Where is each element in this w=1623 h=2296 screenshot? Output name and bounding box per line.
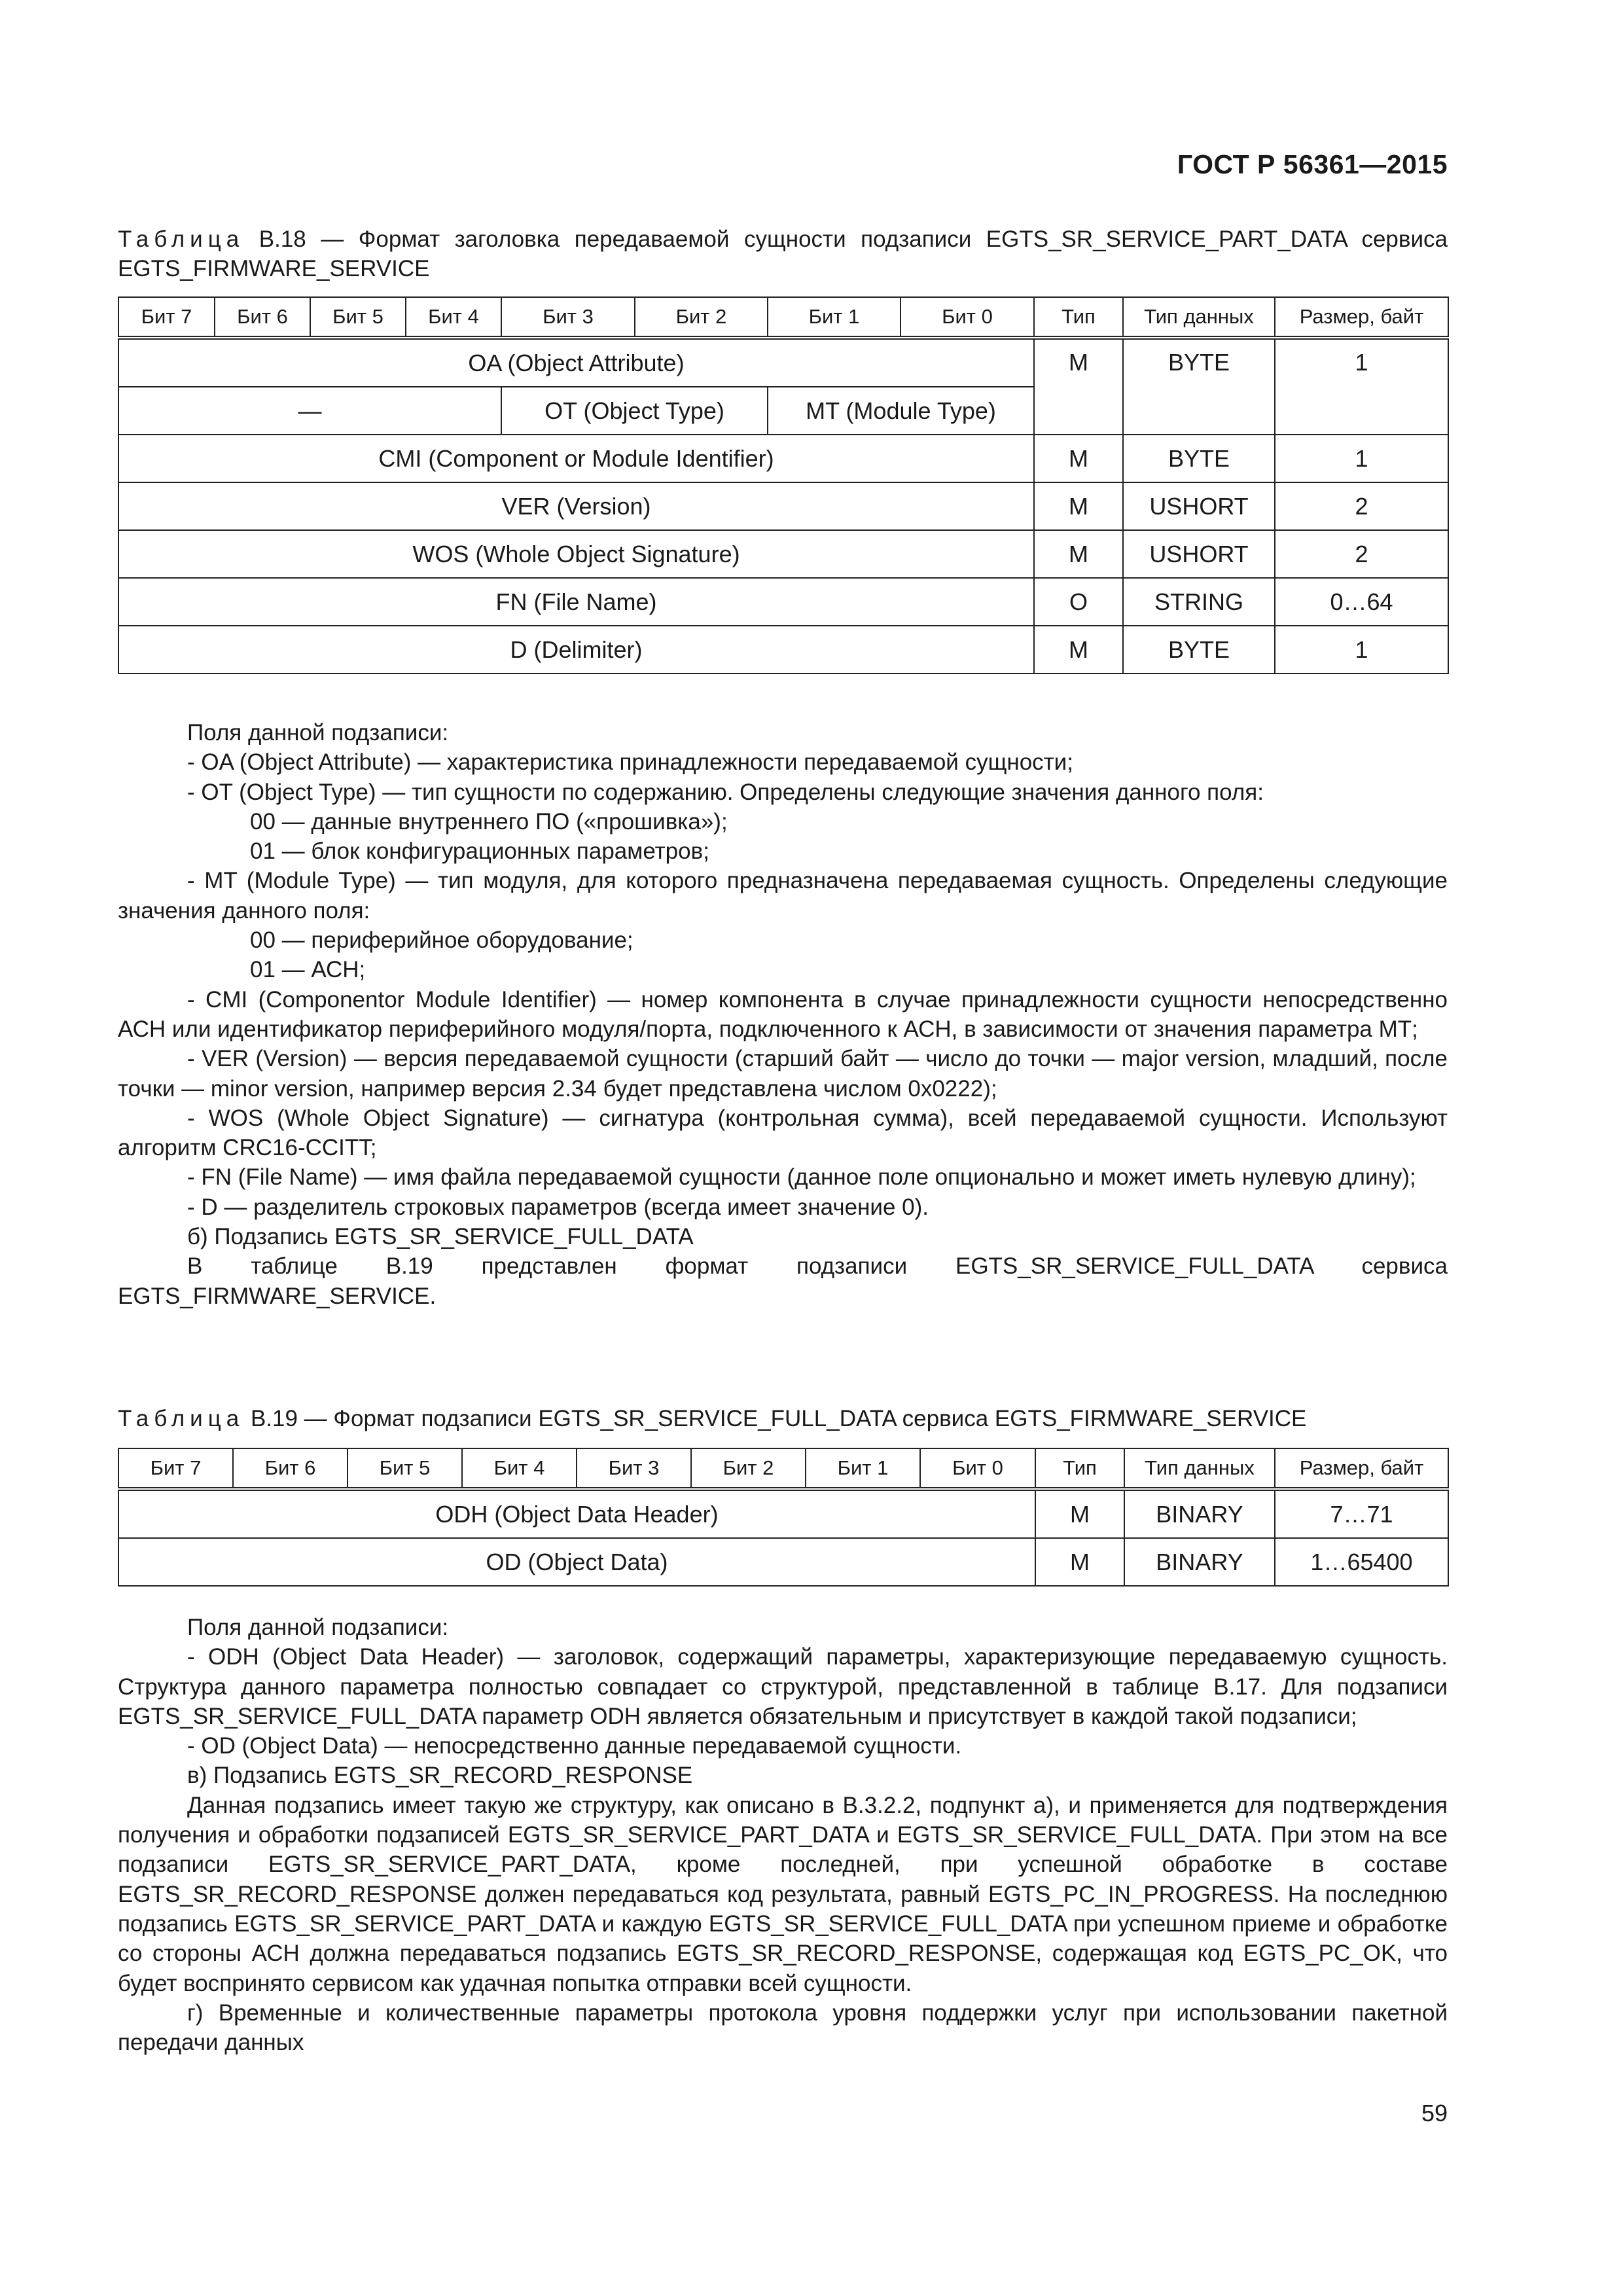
column-header: Бит 2 xyxy=(635,297,768,338)
column-header: Бит 2 xyxy=(691,1448,806,1489)
field-cell: VER (Version) xyxy=(118,482,1034,530)
subsection-heading: г) Временные и количественные параметры протокола уровня поддержки услуг при использовании пакетной передачи данных xyxy=(118,2000,1448,2056)
field-cell: OT (Object Type) xyxy=(501,387,768,435)
size-cell: 1 xyxy=(1275,435,1448,482)
column-header: Бит 6 xyxy=(233,1448,348,1489)
column-header: Тип данных xyxy=(1124,1448,1275,1489)
table-19-caption xyxy=(118,1404,1448,1433)
type-cell: O xyxy=(1034,578,1123,626)
data-type-cell: USHORT xyxy=(1123,530,1275,578)
table-caption-word: Таблица xyxy=(118,1406,245,1431)
table-caption-text: В.19 — Формат подзаписи EGTS_SR_SERVICE_FULL_DATA сервиса EGTS_FIRMWARE_SERVICE xyxy=(244,1406,1307,1431)
field-cell: ODH (Object Data Header) xyxy=(118,1489,1035,1538)
subsection-heading: б) Подзапись EGTS_SR_SERVICE_FULL_DATA xyxy=(187,1224,694,1250)
table-header-row xyxy=(118,1448,1448,1489)
data-type-cell: BYTE xyxy=(1123,435,1275,482)
paragraph: - D — разделитель строковых параметров (всегда имеет значение 0). xyxy=(187,1194,929,1220)
table-19 xyxy=(118,1448,1449,1587)
column-header: Бит 5 xyxy=(310,297,406,338)
paragraph: Данная подзапись имеет такую же структуру, как описано в В.3.2.2, подпункт а), и применяется для подтверждения получения и обработки подзаписей EGTS_SR_SERVICE_PART_DATA и EGTS_SR_SERVICE_FULL_DATA. При этом на все подзаписи EGTS_SR_SERVICE_PART_DATA, кроме последней, при успешной обработке в составе EGTS_SR_RECORD_RESPONSE должен передаваться код результата, равный EGTS_PC_IN_PROGRESS. На последнюю подзапись EGTS_SR_SERVICE_PART_DATA и каждую EGTS_SR_SERVICE_FULL_DATA при успешном приеме и обработке со стороны АСН должна передаваться подзапись EGTS_SR_RECORD_RESPONSE, содержащая код EGTS_PC_OK, что будет воспринято сервисом как удачная попытка отправки всей сущности. xyxy=(118,1792,1448,1996)
table-caption-word: Таблица xyxy=(118,226,245,252)
paragraph: Поля данной подзаписи: xyxy=(187,1615,449,1640)
table-row xyxy=(118,482,1448,530)
table-18-caption xyxy=(118,224,1448,283)
field-cell: MT (Module Type) xyxy=(768,387,1034,435)
data-type-cell: BYTE xyxy=(1123,626,1275,673)
column-header: Размер, байт xyxy=(1275,297,1448,338)
type-cell: M xyxy=(1035,1489,1124,1538)
column-header: Бит 7 xyxy=(118,297,215,338)
column-header: Бит 0 xyxy=(920,1448,1035,1489)
paragraph: 01 — АСН; xyxy=(250,957,366,983)
data-type-cell: USHORT xyxy=(1123,482,1275,530)
paragraph: - WOS (Whole Object Signature) — сигнатура (контрольная сумма), всей передаваемой сущности. Используют алгоритм CRC16-CCITT; xyxy=(118,1105,1448,1161)
column-header: Бит 7 xyxy=(118,1448,233,1489)
paragraph: - FN (File Name) — имя файла передаваемой сущности (данное поле опционально и может иметь нулевую длину); xyxy=(187,1164,1416,1191)
column-header: Бит 4 xyxy=(462,1448,577,1489)
type-cell: M xyxy=(1034,338,1123,435)
paragraph: - VER (Version) — версия передаваемой сущности (старший байт — число до точки — major version, младший, после точки — minor version, например версия 2.34 будет представлена числом 0x0222); xyxy=(118,1046,1448,1102)
paragraph: 01 — блок конфигурационных параметров; xyxy=(250,838,709,865)
table-18 xyxy=(118,296,1449,674)
column-header: Тип xyxy=(1034,297,1123,338)
table-row xyxy=(118,1489,1448,1538)
table-row xyxy=(118,530,1448,578)
column-header: Бит 3 xyxy=(577,1448,691,1489)
table-row xyxy=(118,578,1448,626)
body-text-section-2 xyxy=(118,1613,1448,2057)
size-cell: 2 xyxy=(1275,482,1448,530)
paragraph: 00 — данные внутреннего ПО («прошивка»); xyxy=(250,808,728,834)
type-cell: M xyxy=(1034,530,1123,578)
column-header: Бит 3 xyxy=(501,297,635,338)
column-header: Бит 6 xyxy=(215,297,310,338)
size-cell: 7…71 xyxy=(1275,1489,1448,1538)
paragraph: - OT (Object Type) — тип сущности по содержанию. Определены следующие значения данного поля: xyxy=(187,779,1264,805)
column-header: Бит 4 xyxy=(406,297,501,338)
data-type-cell: BINARY xyxy=(1124,1489,1275,1538)
field-cell: OA (Object Attribute) xyxy=(118,338,1034,387)
size-cell: 2 xyxy=(1275,530,1448,578)
column-header: Бит 0 xyxy=(901,297,1034,338)
table-row xyxy=(118,435,1448,482)
size-cell: 0…64 xyxy=(1275,578,1448,626)
column-header: Размер, байт xyxy=(1275,1448,1448,1489)
table-header-row xyxy=(118,297,1448,338)
reserved-cell: — xyxy=(118,387,501,435)
table-row xyxy=(118,338,1448,387)
paragraph: - MT (Module Type) — тип модуля, для которого предназначена передаваемая сущность. Определены следующие значения данного поля: xyxy=(118,868,1448,924)
column-header: Бит 1 xyxy=(768,297,901,338)
type-cell: M xyxy=(1035,1538,1124,1586)
data-type-cell: STRING xyxy=(1123,578,1275,626)
type-cell: M xyxy=(1034,482,1123,530)
table-row xyxy=(118,1538,1448,1586)
field-cell: D (Delimiter) xyxy=(118,626,1034,673)
body-text-section-1 xyxy=(118,718,1448,1311)
type-cell: M xyxy=(1034,435,1123,482)
field-cell: FN (File Name) xyxy=(118,578,1034,626)
field-cell: CMI (Component or Module Identifier) xyxy=(118,435,1034,482)
size-cell: 1…65400 xyxy=(1275,1538,1448,1586)
data-type-cell: BINARY xyxy=(1124,1538,1275,1586)
document-header: ГОСТ Р 56361—2015 xyxy=(1177,149,1448,179)
field-cell: WOS (Whole Object Signature) xyxy=(118,530,1034,578)
subsection-heading: в) Подзапись EGTS_SR_RECORD_RESPONSE xyxy=(187,1763,693,1789)
table-caption-text: В.18 — Формат заголовка передаваемой сущности подзаписи EGTS_SR_SERVICE_PART_DATA сервиса EGTS_FIRMWARE_SERVICE xyxy=(118,226,1448,281)
page-number: 59 xyxy=(1421,2100,1448,2126)
column-header: Бит 1 xyxy=(806,1448,920,1489)
column-header: Тип данных xyxy=(1123,297,1275,338)
field-cell: OD (Object Data) xyxy=(118,1538,1035,1586)
column-header: Бит 5 xyxy=(348,1448,462,1489)
data-type-cell: BYTE xyxy=(1123,338,1275,435)
size-cell: 1 xyxy=(1275,338,1448,435)
paragraph: В таблице В.19 представлен формат подзаписи EGTS_SR_SERVICE_FULL_DATA сервиса EGTS_FIRMWARE_SERVICE. xyxy=(118,1253,1448,1309)
paragraph: 00 — периферийное оборудование; xyxy=(250,927,633,954)
column-header: Тип xyxy=(1035,1448,1124,1489)
paragraph: Поля данной подзаписи: xyxy=(187,720,449,745)
paragraph: - OA (Object Attribute) — характеристика принадлежности передаваемой сущности; xyxy=(187,749,1073,776)
paragraph: - OD (Object Data) — непосредственно данные передаваемой сущности. xyxy=(187,1733,962,1759)
type-cell: M xyxy=(1034,626,1123,673)
paragraph: - ODH (Object Data Header) — заголовок, содержащий параметры, характеризующие передаваемую сущность. Структура данного параметра полностью совпадает со структурой, представленной в таблице В.17. Для подзаписи EGTS_SR_SERVICE_FULL_DATA параметр ODH является обязательным и присутствует в каждой такой подзаписи; xyxy=(118,1644,1448,1729)
paragraph: - CMI (Componentor Module Identifier) — номер компонента в случае принадлежности сущности непосредственно АСН или идентификатор периферийного модуля/порта, подключенного к АСН, в зависимости от значения параметра МТ; xyxy=(118,986,1448,1042)
table-row xyxy=(118,626,1448,673)
size-cell: 1 xyxy=(1275,626,1448,673)
